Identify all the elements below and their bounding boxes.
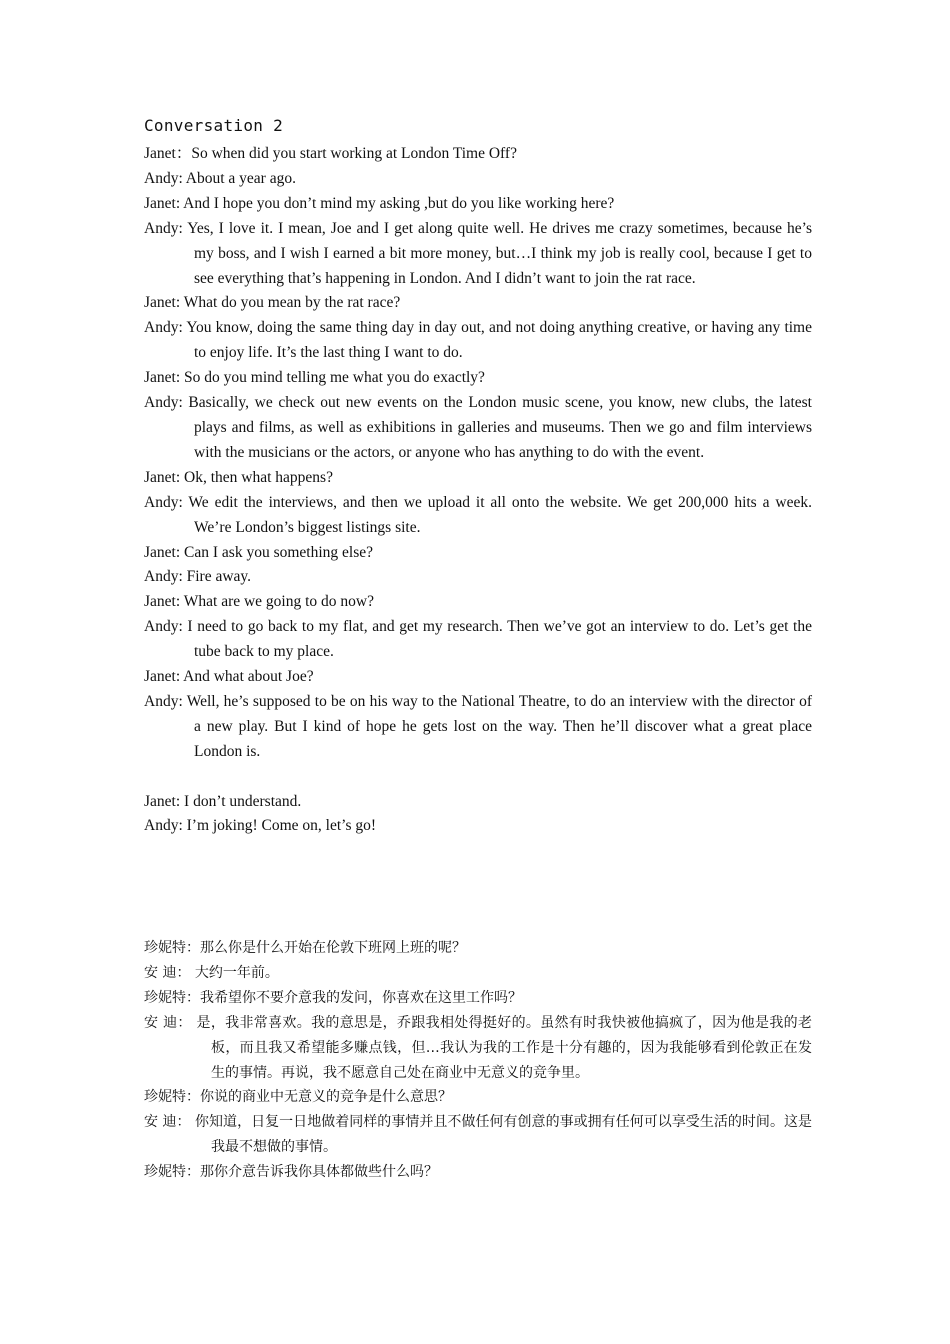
dialogue-line: Janet: Ok, then what happens? [144,468,333,486]
dialogue-line: 安 迪： 大约一年前。 [144,964,279,981]
dialogue-line: 珍妮特：你说的商业中无意义的竞争是什么意思？ [144,1089,452,1106]
dialogue-line: Janet: I don’t understand. [144,792,302,810]
dialogue-line: Janet：So when did you start working at London Time Off? [144,145,517,162]
dialogue-line: Janet: Can I ask you something else? [144,543,374,561]
dialogue-line: 安 迪： 是，我非常喜欢。我的意思是，乔跟我相处得挺好的。虽然有时我快被他搞疯了，因为他是我的老板，而且我又希望能多赚点钱，但…我认为我的工作是十分有趣的，因为我能够看到伦敦正在发生的事情。再说，我不愿意自己处在商业中无意义的竞争里。 [144,1014,812,1081]
dialogue-line: Andy: I’m joking! Come on, let’s go! [144,817,377,835]
dialogue-line: 珍妮特：那你介意告诉我你具体都做些什么吗？ [144,1164,438,1181]
dialogue-line: 珍妮特：我希望你不要介意我的发问，你喜欢在这里工作吗？ [144,989,522,1006]
english-dialogue [144,142,812,839]
conversation-heading: Conversation 2 [144,116,284,135]
dialogue-line: Andy: We edit the interviews, and then we upload it all onto the website. We get 200,000 hits a week. We’re London’s biggest listings site. [144,493,812,536]
dialogue-line: Andy: Basically, we check out new events on the London music scene, you know, new clubs, the latest plays and films, as well as exhibitions in galleries and museums. Then we go and film interviews with the musicians or the actors, or anyone who has anything to do with the event. [144,394,812,461]
paragraph-gap [144,765,812,790]
dialogue-line: Andy: Well, he’s supposed to be on his way to the National Theatre, to do an interview with the director of a new play. But I kind of hope he gets lost on the way. Then he’ll discover what a great place London is. [144,692,812,760]
dialogue-line: Andy: About a year ago. [144,169,296,187]
dialogue-line: Janet: And I hope you don’t mind my asking ,but do you like working here? [144,194,615,212]
chinese-dialogue [144,936,812,1185]
dialogue-line: Andy: Fire away. [144,568,252,586]
dialogue-line: 安 迪： 你知道，日复一日地做着同样的事情并且不做任何有创意的事或拥有任何可以享受生活的时间。这是我最不想做的事情。 [144,1114,812,1156]
dialogue-line: Andy: Yes, I love it. I mean, Joe and I get along quite well. He drives me crazy sometimes, because he’s my boss, and I wish I earned a bit more money, but…I think my job is really cool, because I get to see everything that’s happening in London. And I didn’t want to join the rat race. [144,219,812,287]
dialogue-line: Janet: So do you mind telling me what you do exactly? [144,369,485,387]
dialogue-line: 珍妮特：那么你是什么开始在伦敦下班网上班的呢？ [144,940,466,956]
dialogue-line: Janet: What are we going to do now? [144,593,374,611]
dialogue-line: Janet: And what about Joe? [144,668,314,686]
dialogue-line: Andy: I need to go back to my flat, and get my research. Then we’ve got an interview to do. Let’s get the tube back to my place. [144,618,812,661]
dialogue-line: Janet: What do you mean by the rat race? [144,294,401,312]
dialogue-line: Andy: You know, doing the same thing day in day out, and not doing anything creative, or having any time to enjoy life. It’s the last thing I want to do. [144,319,812,362]
